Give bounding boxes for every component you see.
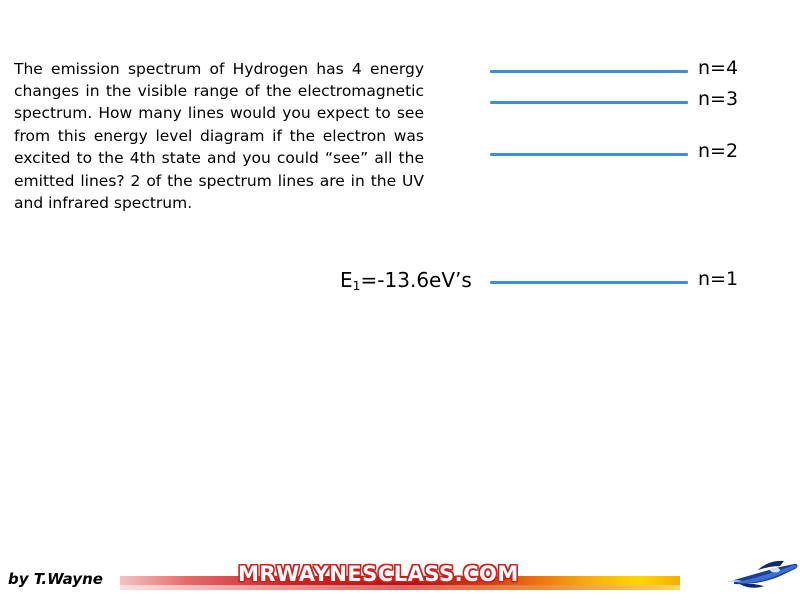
energy-level-label-n3: n=3 [698, 88, 739, 110]
energy-level-diagram [470, 40, 790, 320]
energy-level-line-n1 [490, 281, 688, 284]
energy-level-line-n4 [490, 70, 688, 73]
energy-level-label-n2: n=2 [698, 140, 739, 162]
energy-level-label-n4: n=4 [698, 57, 739, 79]
author-byline: by T.Wayne [8, 570, 103, 588]
energy-level-label-n1: n=1 [698, 268, 739, 290]
energy-level-line-n2 [490, 153, 688, 156]
ground-state-energy-label [340, 268, 472, 293]
energy-level-line-n3 [490, 101, 688, 104]
ground-state-energy-subscript: 1 [352, 278, 361, 294]
website-banner [120, 558, 800, 592]
rocket-icon [728, 558, 800, 592]
ground-state-energy-value: =-13.6eV’s [360, 268, 472, 292]
website-url-text: MRWAYNESCLASS.COM [238, 562, 519, 586]
slide-footer [0, 552, 800, 600]
ground-state-energy-prefix: E [340, 268, 353, 292]
question-paragraph: The emission spectrum of Hydrogen has 4 energy changes in the visible range of the electromagnetic spectrum. How many lines would you expect to see from this energy level diagram if the electron was excited to the 4th state and you could “see” all the emitted lines? 2 of the spectrum lines are in the UV and infrared spectrum. [14, 59, 424, 213]
